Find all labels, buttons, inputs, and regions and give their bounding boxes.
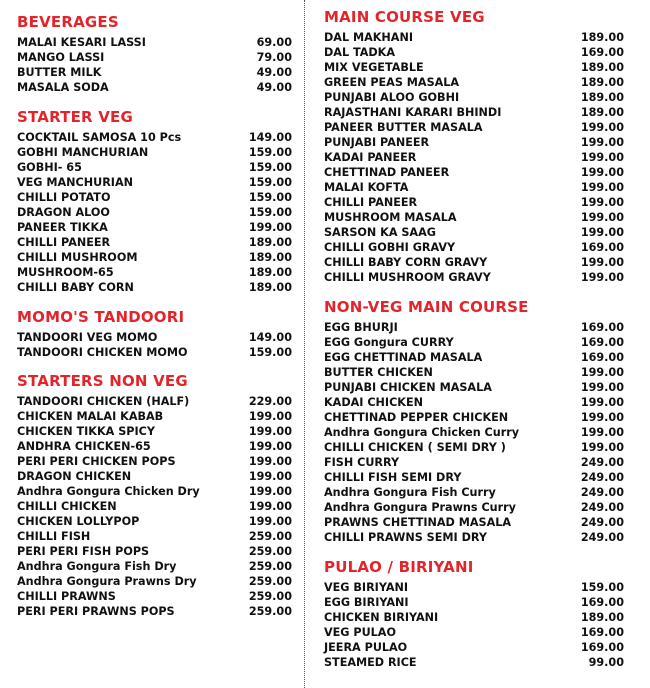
- menu-item-price: 199.00: [580, 366, 624, 379]
- menu-item: [324, 60, 624, 75]
- menu-item-name: BUTTER MILK: [17, 66, 102, 79]
- menu-item-price: 169.00: [580, 321, 624, 334]
- menu-item-price: 159.00: [248, 346, 292, 359]
- menu-item: [324, 470, 624, 485]
- menu-item-name: Andhra Gongura Fish Curry: [324, 486, 496, 499]
- menu-item: [17, 80, 292, 95]
- menu-item-name: BUTTER CHICKEN: [324, 366, 433, 379]
- menu-item-name: PERI PERI FISH POPS: [17, 545, 150, 558]
- menu-item-name: PERI PERI PRAWNS POPS: [17, 605, 175, 618]
- menu-item-name: TANDOORI CHICKEN MOMO: [17, 346, 188, 359]
- menu-item: [17, 484, 292, 499]
- menu-item-name: PANEER TIKKA: [17, 221, 108, 234]
- menu-item-price: 199.00: [248, 455, 292, 468]
- menu-item-price: 199.00: [580, 441, 624, 454]
- section-heading: NON-VEG MAIN COURSE: [324, 298, 529, 316]
- menu-item-list: [17, 130, 292, 295]
- menu-item-price: 189.00: [248, 251, 292, 264]
- menu-item-price: 199.00: [248, 470, 292, 483]
- menu-item-name: PUNJABI PANEER: [324, 136, 430, 149]
- menu-item: [17, 559, 292, 574]
- menu-item: [324, 455, 624, 470]
- menu-item-name: MANGO LASSI: [17, 51, 105, 64]
- menu-item-price: 199.00: [248, 440, 292, 453]
- menu-item-price: 159.00: [248, 176, 292, 189]
- section-starters-non-veg: [17, 371, 292, 619]
- menu-item: [324, 655, 624, 670]
- section-heading: PULAO / BIRIYANI: [324, 558, 474, 576]
- menu-item-price: 169.00: [580, 46, 624, 59]
- menu-item-price: 199.00: [580, 136, 624, 149]
- menu-item-price: 199.00: [580, 256, 624, 269]
- menu-item: [17, 145, 292, 160]
- menu-item-price: 159.00: [580, 581, 624, 594]
- menu-item: [17, 250, 292, 265]
- menu-item: [324, 335, 624, 350]
- menu-item-price: 49.00: [256, 66, 292, 79]
- menu-item: [17, 514, 292, 529]
- section-pulao-biriyani: [324, 557, 624, 670]
- menu-item-name: MALAI KOFTA: [324, 181, 409, 194]
- section-non-veg-main-course: [324, 297, 624, 545]
- menu-item: [324, 240, 624, 255]
- menu-item-name: CHILLI FISH: [17, 530, 91, 543]
- menu-item-price: 189.00: [580, 76, 624, 89]
- menu-item-price: 189.00: [580, 611, 624, 624]
- menu-item: [324, 485, 624, 500]
- menu-item: [17, 265, 292, 280]
- menu-item-name: MIX VEGETABLE: [324, 61, 424, 74]
- menu-item-name: RAJASTHANI KARARI BHINDI: [324, 106, 502, 119]
- menu-item-name: CHICKEN LOLLYPOP: [17, 515, 140, 528]
- menu-item-name: CHICKEN BIRIYANI: [324, 611, 439, 624]
- menu-item: [324, 320, 624, 335]
- menu-item: [324, 165, 624, 180]
- menu-item-price: 199.00: [248, 500, 292, 513]
- menu-item: [17, 439, 292, 454]
- menu-item-price: 199.00: [580, 271, 624, 284]
- menu-item-name: CHETTINAD PANEER: [324, 166, 450, 179]
- menu-item: [324, 410, 624, 425]
- menu-item-name: CHILLI BABY CORN: [17, 281, 134, 294]
- menu-item: [324, 105, 624, 120]
- menu-item-name: COCKTAIL SAMOSA 10 Pcs: [17, 131, 182, 144]
- menu-item: [324, 500, 624, 515]
- menu-item: [324, 270, 624, 285]
- menu-item: [324, 380, 624, 395]
- menu-item-name: TANDOORI CHICKEN (HALF): [17, 395, 190, 408]
- menu-item-name: PRAWNS CHETTINAD MASALA: [324, 516, 512, 529]
- menu-item-name: JEERA PULAO: [324, 641, 408, 654]
- menu-item: [17, 280, 292, 295]
- menu-item-name: ANDHRA CHICKEN-65: [17, 440, 151, 453]
- menu-item-price: 199.00: [580, 426, 624, 439]
- menu-item-list: [17, 330, 292, 360]
- menu-item-name: MUSHROOM-65: [17, 266, 114, 279]
- menu-item-name: CHILLI PANEER: [17, 236, 111, 249]
- menu-item-price: 99.00: [588, 656, 624, 669]
- menu-item-price: 259.00: [248, 605, 292, 618]
- menu-item: [324, 350, 624, 365]
- section-heading: STARTERS NON VEG: [17, 372, 188, 390]
- menu-item-name: CHILLI BABY CORN GRAVY: [324, 256, 488, 269]
- menu-item-price: 199.00: [580, 226, 624, 239]
- menu-item-price: 149.00: [248, 131, 292, 144]
- menu-item-price: 249.00: [580, 456, 624, 469]
- menu-item-price: 249.00: [580, 516, 624, 529]
- menu-item-name: CHETTINAD PEPPER CHICKEN: [324, 411, 509, 424]
- menu-item-price: 169.00: [580, 641, 624, 654]
- menu-item-price: 259.00: [248, 530, 292, 543]
- menu-item-price: 189.00: [248, 266, 292, 279]
- menu-item-price: 199.00: [580, 151, 624, 164]
- menu-item: [324, 30, 624, 45]
- menu-item: [324, 440, 624, 455]
- menu-item-price: 79.00: [256, 51, 292, 64]
- menu-item-name: GOBHI MANCHURIAN: [17, 146, 149, 159]
- menu-item-name: PANEER BUTTER MASALA: [324, 121, 483, 134]
- menu-item-price: 199.00: [580, 411, 624, 424]
- menu-item-list: [17, 35, 292, 95]
- menu-item-name: CHILLI GOBHI GRAVY: [324, 241, 456, 254]
- menu-item: [324, 180, 624, 195]
- menu-item: [324, 120, 624, 135]
- menu-item-name: PUNJABI ALOO GOBHI: [324, 91, 460, 104]
- menu-item-price: 199.00: [580, 181, 624, 194]
- menu-item: [17, 394, 292, 409]
- menu-item: [17, 499, 292, 514]
- menu-item-name: KADAI PANEER: [324, 151, 417, 164]
- menu-item: [324, 255, 624, 270]
- section-main-course-veg: [324, 7, 624, 285]
- section-heading: MAIN COURSE VEG: [324, 8, 485, 26]
- menu-item-price: 149.00: [248, 331, 292, 344]
- menu-item-name: EGG CHETTINAD MASALA: [324, 351, 483, 364]
- menu-item: [17, 35, 292, 50]
- menu-item-name: CHILLI PRAWNS: [17, 590, 116, 603]
- menu-item-price: 199.00: [248, 425, 292, 438]
- menu-item: [17, 160, 292, 175]
- menu-item: [17, 589, 292, 604]
- menu-item-price: 229.00: [248, 395, 292, 408]
- menu-item-name: CHILLI PRAWNS SEMI DRY: [324, 531, 487, 544]
- menu-item: [17, 424, 292, 439]
- menu-item: [17, 529, 292, 544]
- menu-item-name: CHICKEN MALAI KABAB: [17, 410, 164, 423]
- menu-item: [17, 65, 292, 80]
- menu-item: [324, 610, 624, 625]
- menu-item-price: 249.00: [580, 486, 624, 499]
- menu-item: [17, 469, 292, 484]
- menu-item-name: STEAMED RICE: [324, 656, 417, 669]
- menu-item-price: 249.00: [580, 531, 624, 544]
- menu-item-name: CHILLI POTATO: [17, 191, 111, 204]
- menu-item-name: DRAGON CHICKEN: [17, 470, 132, 483]
- menu-item: [17, 205, 292, 220]
- section-momos-tandoori: [17, 307, 292, 360]
- menu-item: [324, 225, 624, 240]
- menu-item-name: VEG BIRIYANI: [324, 581, 409, 594]
- menu-item-price: 169.00: [580, 351, 624, 364]
- menu-item-price: 169.00: [580, 241, 624, 254]
- menu-item-name: CHILLI CHICKEN ( SEMI DRY ): [324, 441, 506, 454]
- menu-item-name: CHILLI PANEER: [324, 196, 418, 209]
- menu-item: [324, 640, 624, 655]
- menu-item: [324, 530, 624, 545]
- menu-item-price: 169.00: [580, 596, 624, 609]
- menu-item-name: VEG PULAO: [324, 626, 396, 639]
- menu-item-price: 249.00: [580, 501, 624, 514]
- menu-item-list: [17, 394, 292, 619]
- menu-item-price: 199.00: [580, 396, 624, 409]
- menu-item-name: Andhra Gongura Prawns Dry: [17, 575, 197, 588]
- menu-item-name: EGG BIRIYANI: [324, 596, 409, 609]
- menu-item-name: CHILLI MUSHROOM GRAVY: [324, 271, 491, 284]
- menu-item-name: MASALA SODA: [17, 81, 109, 94]
- menu-item-price: 199.00: [580, 166, 624, 179]
- menu-item-price: 189.00: [580, 91, 624, 104]
- menu-item-name: FISH CURRY: [324, 456, 400, 469]
- menu-item-name: DAL TADKA: [324, 46, 396, 59]
- menu-item: [17, 604, 292, 619]
- menu-item-price: 69.00: [256, 36, 292, 49]
- menu-item-price: 49.00: [256, 81, 292, 94]
- menu-item-name: DRAGON ALOO: [17, 206, 110, 219]
- menu-item-name: CHILLI MUSHROOM: [17, 251, 138, 264]
- menu-item-name: CHILLI CHICKEN: [17, 500, 117, 513]
- menu-item-price: 259.00: [248, 590, 292, 603]
- menu-item-name: PERI PERI CHICKEN POPS: [17, 455, 176, 468]
- menu-item: [17, 454, 292, 469]
- menu-item: [17, 175, 292, 190]
- section-beverages: [17, 12, 292, 95]
- menu-item-price: 169.00: [580, 336, 624, 349]
- menu-item-name: CHICKEN TIKKA SPICY: [17, 425, 155, 438]
- menu-item-price: 199.00: [248, 410, 292, 423]
- menu-item-name: Andhra Gongura Fish Dry: [17, 560, 177, 573]
- menu-item: [17, 220, 292, 235]
- menu-item-price: 199.00: [580, 381, 624, 394]
- menu-item-name: VEG MANCHURIAN: [17, 176, 133, 189]
- menu-item: [324, 625, 624, 640]
- menu-item: [324, 90, 624, 105]
- menu-item-price: 159.00: [248, 191, 292, 204]
- menu-item: [324, 425, 624, 440]
- menu-item: [324, 195, 624, 210]
- menu-item-name: CHILLI FISH SEMI DRY: [324, 471, 462, 484]
- menu-item-name: EGG Gongura CURRY: [324, 336, 454, 349]
- menu-item-price: 259.00: [248, 560, 292, 573]
- menu-item-price: 199.00: [248, 515, 292, 528]
- menu-item-name: MALAI KESARI LASSI: [17, 36, 146, 49]
- menu-item-name: Andhra Gongura Chicken Curry: [324, 426, 520, 439]
- menu-item: [17, 544, 292, 559]
- menu-item-price: 189.00: [248, 236, 292, 249]
- menu-item-name: Andhra Gongura Prawns Curry: [324, 501, 516, 514]
- menu-item-price: 169.00: [580, 626, 624, 639]
- menu-item: [324, 45, 624, 60]
- menu-item: [324, 580, 624, 595]
- menu-item: [17, 330, 292, 345]
- menu-item: [324, 135, 624, 150]
- menu-item-price: 189.00: [580, 31, 624, 44]
- menu-item-price: 259.00: [248, 575, 292, 588]
- column-divider: [304, 0, 306, 688]
- section-heading: MOMO'S TANDOORI: [17, 308, 185, 326]
- menu-item: [324, 515, 624, 530]
- menu-item-price: 199.00: [580, 211, 624, 224]
- menu-item-name: GOBHI- 65: [17, 161, 82, 174]
- menu-item: [324, 75, 624, 90]
- menu-item-price: 189.00: [248, 281, 292, 294]
- menu-item-list: [324, 580, 624, 670]
- menu-item-name: EGG BHURJI: [324, 321, 398, 334]
- menu-item: [17, 235, 292, 250]
- menu-item: [17, 130, 292, 145]
- menu-item-price: 199.00: [580, 196, 624, 209]
- menu-item-name: SARSON KA SAAG: [324, 226, 436, 239]
- menu-item-name: DAL MAKHANI: [324, 31, 413, 44]
- menu-item: [17, 190, 292, 205]
- menu-item: [324, 210, 624, 225]
- menu-item: [17, 409, 292, 424]
- menu-item: [324, 595, 624, 610]
- menu-item-price: 199.00: [580, 121, 624, 134]
- menu-item-price: 189.00: [580, 106, 624, 119]
- menu-item-name: GREEN PEAS MASALA: [324, 76, 460, 89]
- menu-item-name: TANDOORI VEG MOMO: [17, 331, 158, 344]
- menu-item: [17, 50, 292, 65]
- menu-item: [17, 574, 292, 589]
- menu-item: [17, 345, 292, 360]
- menu-item-price: 159.00: [248, 206, 292, 219]
- section-heading: STARTER VEG: [17, 108, 133, 126]
- menu-item: [324, 150, 624, 165]
- menu-item-name: KADAI CHICKEN: [324, 396, 423, 409]
- menu-item-name: MUSHROOM MASALA: [324, 211, 457, 224]
- menu-item: [324, 395, 624, 410]
- section-starter-veg: [17, 107, 292, 295]
- menu-item-list: [324, 30, 624, 285]
- menu-item-price: 159.00: [248, 146, 292, 159]
- menu-item: [324, 365, 624, 380]
- section-heading: BEVERAGES: [17, 13, 119, 31]
- menu-item-list: [324, 320, 624, 545]
- menu-item-price: 249.00: [580, 471, 624, 484]
- menu-item-price: 159.00: [248, 161, 292, 174]
- menu-item-price: 189.00: [580, 61, 624, 74]
- menu-item-name: Andhra Gongura Chicken Dry: [17, 485, 200, 498]
- menu-item-price: 199.00: [248, 221, 292, 234]
- menu-item-name: PUNJABI CHICKEN MASALA: [324, 381, 492, 394]
- menu-item-price: 199.00: [248, 485, 292, 498]
- menu-item-price: 259.00: [248, 545, 292, 558]
